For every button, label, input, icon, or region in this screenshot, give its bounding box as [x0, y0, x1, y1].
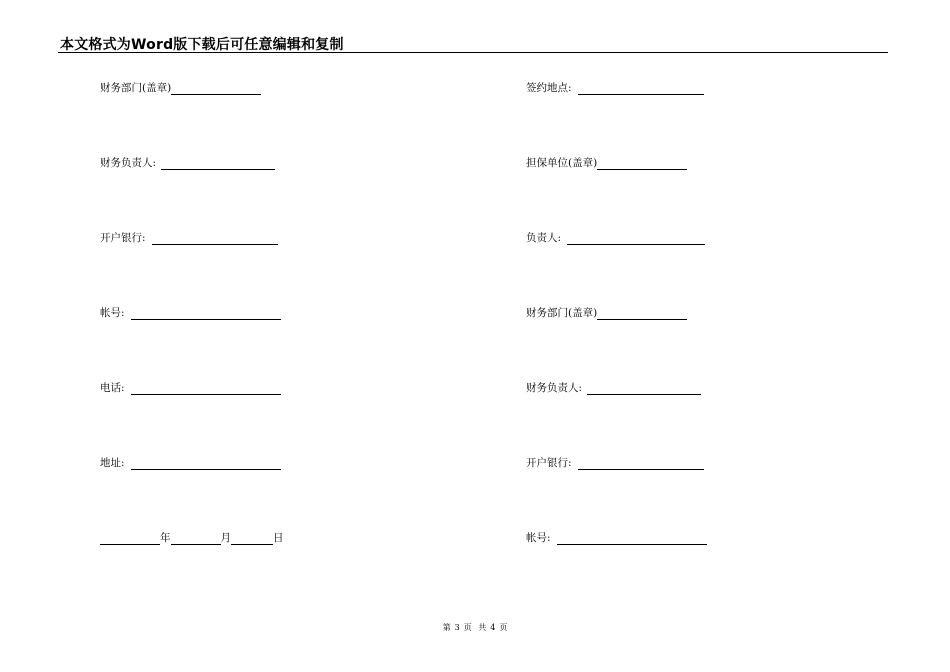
blank-line[interactable]: [131, 383, 281, 395]
field-label: 财务负责人:: [100, 157, 157, 169]
footer-page-unit: 页: [463, 623, 472, 632]
field-label: 财务部门(盖章): [526, 307, 598, 319]
blank-line[interactable]: [557, 533, 707, 545]
day-blank-line[interactable]: [231, 533, 273, 545]
blank-line[interactable]: [597, 158, 687, 170]
field-label: 电话:: [100, 382, 125, 394]
left-field-bank: [100, 230, 278, 245]
right-field-head: [526, 230, 705, 245]
blank-line[interactable]: [587, 383, 701, 395]
field-label: 地址:: [100, 457, 125, 469]
footer-of: 共: [478, 623, 487, 632]
field-label: 开户银行:: [100, 232, 146, 244]
right-field-finance-head: [526, 380, 701, 395]
total-page-number: 4: [490, 623, 496, 632]
month-label: 月: [220, 532, 231, 544]
blank-line[interactable]: [567, 233, 705, 245]
page-footer: [0, 622, 950, 633]
document-header: 本文格式为Word版下载后可任意编辑和复制: [60, 37, 344, 53]
field-label: 开户银行:: [526, 457, 572, 469]
field-label: 担保单位(盖章): [526, 157, 598, 169]
left-field-finance-dept: [100, 80, 261, 95]
right-field-signing-place: [526, 80, 704, 95]
left-field-address: [100, 455, 281, 470]
blank-line[interactable]: [578, 458, 704, 470]
year-label: 年: [160, 532, 171, 544]
field-label: 财务负责人:: [526, 382, 583, 394]
left-field-finance-head: [100, 155, 275, 170]
header-divider: [58, 52, 888, 53]
left-field-date: [100, 530, 284, 545]
field-label: 财务部门(盖章): [100, 82, 172, 94]
left-field-phone: [100, 380, 281, 395]
field-label: 帐号:: [526, 532, 551, 544]
blank-line[interactable]: [131, 308, 281, 320]
blank-line[interactable]: [131, 458, 281, 470]
day-label: 日: [273, 532, 284, 544]
blank-line[interactable]: [152, 233, 278, 245]
blank-line[interactable]: [161, 158, 275, 170]
blank-line[interactable]: [597, 308, 687, 320]
right-field-account: [526, 530, 707, 545]
right-field-finance-dept: [526, 305, 687, 320]
year-blank-line[interactable]: [100, 533, 160, 545]
footer-total-unit: 页: [499, 623, 508, 632]
blank-line[interactable]: [578, 83, 704, 95]
right-field-bank: [526, 455, 704, 470]
field-label: 签约地点:: [526, 82, 572, 94]
left-field-account: [100, 305, 281, 320]
footer-prefix: 第: [442, 623, 451, 632]
field-label: 负责人:: [526, 232, 562, 244]
blank-line[interactable]: [171, 83, 261, 95]
month-blank-line[interactable]: [171, 533, 221, 545]
current-page-number: 3: [454, 623, 460, 632]
field-label: 帐号:: [100, 307, 125, 319]
right-field-guarantor: [526, 155, 687, 170]
